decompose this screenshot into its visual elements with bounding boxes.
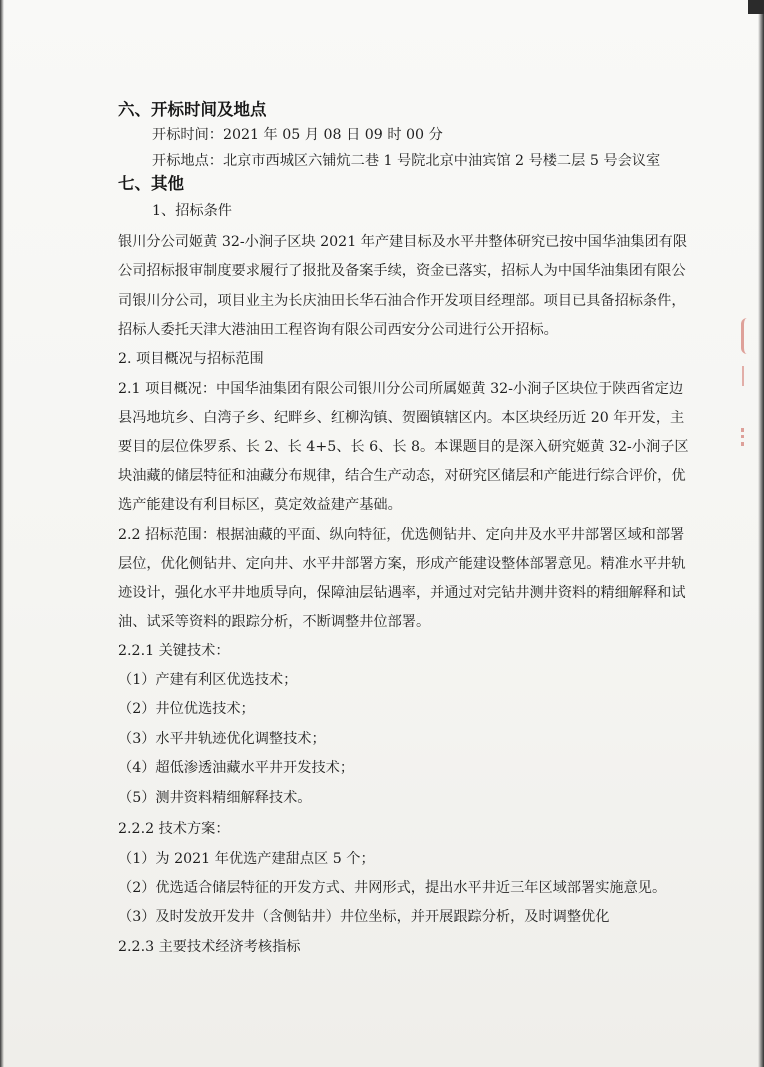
item221-title: 2.2.1 关键技术： [118,643,230,659]
item222-title: 2.2.2 技术方案： [118,821,230,837]
item223-title: 2.2.3 主要技术经济考核指标 [118,939,301,955]
item222-list-item: （1）为 2021 年优选产建甜点区 5 个； [118,851,375,867]
item1-title: 1、招标条件 [152,203,232,219]
item21-line: 2.1 项目概况：中国华油集团有限公司银川分公司所属姬黄 32-小涧子区块位于陕西省定边 [118,381,684,397]
item221-list-item: （4）超低渗透油藏水平井开发技术； [118,760,355,776]
bid-opening-time: 开标时间：2021 年 05 月 08 日 09 时 00 分 [152,127,443,143]
item221-list-item: （2）井位优选技术； [118,701,255,717]
section6-heading: 六、开标时间及地点 [118,100,267,119]
red-seal-fragment [742,366,764,386]
item221-list-item: （5）测井资料精细解释技术。 [118,790,312,806]
item1-line: 银川分公司姬黄 32-小涧子区块 2021 年产建目标及水平井整体研究已按中国华油集团有限 [118,234,688,250]
section7-heading: 七、其他 [118,174,184,193]
red-seal-fragment [741,428,764,446]
item1-line: 招标人委托天津大港油田工程咨询有限公司西安分公司进行公开招标。 [118,322,558,338]
item221-list-item: （1）产建有利区优选技术； [118,672,298,688]
bid-opening-place: 开标地点：北京市西城区六铺炕二巷 1 号院北京中油宾馆 2 号楼二层 5 号会议室 [152,153,661,169]
item21-line: 选产能建设有利目标区，莫定效益建产基础。 [118,497,402,513]
item22-line: 油、试采等资料的跟踪分析，不断调整井位部署。 [118,614,431,630]
item22-line: 2.2 招标范围：根据油藏的平面、纵向特征，优选侧钻井、定向井及水平井部署区域和部署 [118,527,685,543]
item221-list-item: （3）水平井轨迹优化调整技术； [118,731,326,747]
red-seal-fragment [741,318,764,354]
scan-edge-right [758,0,764,1067]
item222-list-item: （3）及时发放开发井（含侧钻井）井位坐标，并开展跟踪分析，及时调整优化 [118,909,610,925]
item1-line: 司银川分公司，项目业主为长庆油田长华石油合作开发项目经理部。项目已具备招标条件， [118,293,686,309]
item21-line: 块油藏的储层特征和油藏分布规律，结合生产动态，对研究区储层和产能进行综合评价，优 [118,468,686,484]
item22-line: 迹设计，强化水平井地质导向，保障油层钻遇率，并通过对完钻井测井资料的精细解释和试 [118,585,686,601]
scan-edge-left [0,0,4,1067]
scan-corner-shadow [748,0,764,14]
item21-line: 要目的层位侏罗系、长 2、长 4+5、长 6、长 8。本课题目的是深入研究姬黄 32-小涧子区 [118,439,689,455]
item22-line: 层位，优化侧钻井、定向井、水平井部署方案，形成产能建设整体部署意见。精准水平井轨 [118,556,686,572]
item222-list-item: （2）优选适合储层特征的开发方式、井网形式，提出水平井近三年区域部署实施意见。 [118,880,667,896]
item21-line: 县冯地坑乡、白湾子乡、纪畔乡、红柳沟镇、贺圈镇辖区内。本区块经历近 20 年开发，主 [118,410,685,426]
item1-line: 公司招标报审制度要求履行了报批及备案手续，资金已落实，招标人为中国华油集团有限公 [118,263,686,279]
item2-title: 2. 项目概况与招标范围 [118,351,264,367]
